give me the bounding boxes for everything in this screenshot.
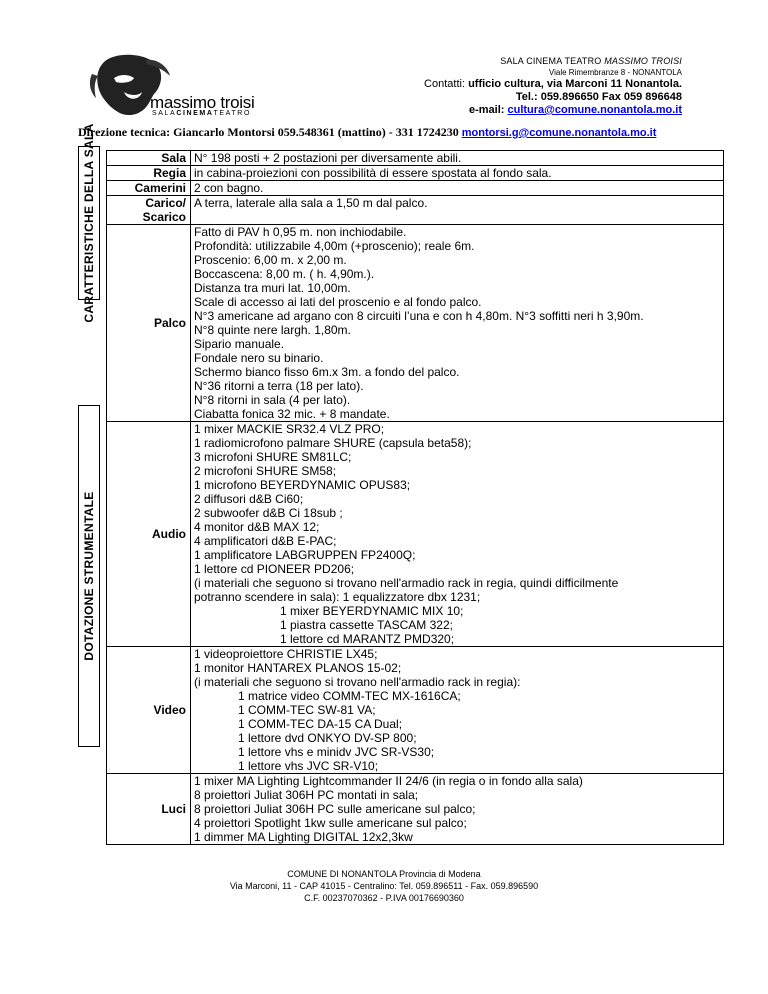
list-item: 1 radiomicrofono palmare SHURE (capsula beta58); xyxy=(194,436,472,450)
list-item: 4 proiettori Spotlight 1kw sulle americane sul palco; xyxy=(194,816,467,830)
section-caratteristiche-label: CARATTERISTICHE DELLA SALA xyxy=(82,123,96,323)
row-label-luci: Luci xyxy=(107,774,191,845)
audio-list xyxy=(194,422,721,604)
row-label-sala: Sala xyxy=(107,151,191,166)
list-item: N°36 ritorni a terra (18 per lato). xyxy=(194,379,364,393)
list-item: 1 microfono BEYERDYNAMIC OPUS83; xyxy=(194,478,411,492)
logo-subtitle xyxy=(152,110,251,117)
list-item: 4 monitor d&B MAX 12; xyxy=(194,520,320,534)
list-item: 1 mixer MA Lighting Lightcommander II 24/6 (in regia o in fondo alla sala) xyxy=(194,774,583,788)
list-item: Boccascena: 8,00 m. ( h. 4,90m.). xyxy=(194,267,375,281)
table-row xyxy=(107,774,724,845)
row-label-video: Video xyxy=(107,647,191,774)
email-label: e-mail: xyxy=(468,104,508,116)
list-item: 2 subwoofer d&B Ci 18sub ; xyxy=(194,506,343,520)
contatti-line xyxy=(424,78,682,90)
row-value-audio xyxy=(191,422,724,647)
contatti-value: ufficio cultura, via Marconi 11 Nonantola. xyxy=(468,78,682,90)
list-item: 1 lettore vhs e minidv JVC SR-VS30; xyxy=(238,745,435,759)
list-item: Fatto di PAV h 0,95 m. non inchiodabile. xyxy=(194,225,407,239)
section-dotazione xyxy=(78,405,100,747)
list-item: Profondità: utilizzabile 4,00m (+proscenio); reale 6m. xyxy=(194,239,475,253)
logo-sub-cinema: CINEMA xyxy=(176,110,214,117)
list-item: 3 microfoni SHURE SM81LC; xyxy=(194,450,352,464)
list-item: 1 dimmer MA Lighting DIGITAL 12x2,3kw xyxy=(194,830,413,844)
footer-line-1: COMUNE DI NONANTOLA Provincia di Modena xyxy=(287,869,481,879)
list-item: 1 monitor HANTAREX PLANOS 15-02; xyxy=(194,661,402,675)
direzione-tecnica xyxy=(78,125,718,140)
email-line xyxy=(424,104,682,116)
direzione-text: Direzione tecnica: Giancarlo Montorsi 059.548361 (mattino) - 331 1724230 xyxy=(78,125,462,139)
massimo-troisi-logo xyxy=(84,52,264,132)
list-item: Proscenio: 6,00 m. x 2,00 m. xyxy=(194,253,347,267)
list-item: N°8 quinte nere largh. 1,80m. xyxy=(194,323,351,337)
header-contacts xyxy=(424,56,682,116)
row-label-carico-2: Scarico xyxy=(142,210,186,224)
table-row xyxy=(107,422,724,647)
list-item: 1 mixer MACKIE SR32.4 VLZ PRO; xyxy=(194,422,385,436)
list-item: potranno scendere in sala): 1 equalizzatore dbx 1231; xyxy=(194,590,481,604)
list-item: Schermo bianco fisso 6m.x 3m. a fondo del palco. xyxy=(194,365,460,379)
list-item: 8 proiettori Juliat 306H PC sulle americane sul palco; xyxy=(194,802,476,816)
list-item: Distanza tra muri lat. 10,00m. xyxy=(194,281,351,295)
list-item: 1 videoproiettore CHRISTIE LX45; xyxy=(194,647,378,661)
venue-name-italic: MASSIMO TROISI xyxy=(604,56,682,66)
row-label-palco: Palco xyxy=(107,225,191,422)
row-label-carico xyxy=(107,196,191,225)
list-item: 1 COMM-TEC DA-15 CA Dual; xyxy=(238,717,403,731)
list-item: 1 mixer BEYERDYNAMIC MIX 10; xyxy=(280,604,464,618)
list-item: 1 lettore vhs JVC SR-V10; xyxy=(238,759,379,773)
list-item: (i materiali che seguono si trovano nell'armadio rack in regia): xyxy=(194,675,521,689)
list-item: Fondale nero su binario. xyxy=(194,351,324,365)
list-item: 1 COMM-TEC SW-81 VA; xyxy=(238,703,376,717)
row-label-regia: Regia xyxy=(107,166,191,181)
venue-name-prefix: SALA CINEMA TEATRO xyxy=(500,56,605,66)
list-item: N°3 americane ad argano con 8 circuiti l’una e con h 4,80m. N°3 soffitti neri h 3,90m. xyxy=(194,309,644,323)
venue-address: Viale Rimembranze 8 - NONANTOLA xyxy=(548,68,682,77)
email-link[interactable]: cultura@comune.nonantola.mo.it xyxy=(507,104,682,116)
list-item: 1 matrice video COMM-TEC MX-1616CA; xyxy=(238,689,461,703)
list-item: 2 microfoni SHURE SM58; xyxy=(194,464,337,478)
row-value-regia: in cabina-proiezioni con possibilità di essere spostata al fondo sala. xyxy=(191,166,724,181)
tel-line xyxy=(424,91,682,103)
table-row xyxy=(107,181,724,196)
row-label-audio: Audio xyxy=(107,422,191,647)
direzione-email-link[interactable]: montorsi.g@comune.nonantola.mo.it xyxy=(461,127,657,139)
logo-name: massimo troisi xyxy=(150,93,255,112)
table-row xyxy=(107,196,724,225)
list-item: (i materiali che seguono si trovano nell'armadio rack in regia, quindi difficilmente xyxy=(194,576,619,590)
video-rack-list xyxy=(194,689,721,773)
list-item: N°8 ritorni in sala (4 per lato). xyxy=(194,393,351,407)
row-value-video xyxy=(191,647,724,774)
specs-table xyxy=(106,150,724,845)
table-row xyxy=(107,166,724,181)
section-dotazione-label: DOTAZIONE STRUMENTALE xyxy=(82,491,96,661)
list-item: 4 amplificatori d&B E-PAC; xyxy=(194,534,337,548)
list-item: 1 lettore cd MARANTZ PMD320; xyxy=(280,632,455,646)
row-value-luci xyxy=(191,774,724,845)
footer-line-2: Via Marconi, 11 - CAP 41015 - Centralino: Tel. 059.896511 - Fax. 059.896590 xyxy=(229,881,539,891)
row-value-carico: A terra, laterale alla sala a 1,50 m dal palco. xyxy=(191,196,724,225)
list-item: Sipario manuale. xyxy=(194,337,285,351)
video-list xyxy=(194,647,721,689)
row-label-carico-1: Carico/ xyxy=(145,196,186,210)
row-value-camerini: 2 con bagno. xyxy=(191,181,724,196)
row-label-camerini: Camerini xyxy=(107,181,191,196)
logo-sub-teatro: TEATRO xyxy=(213,110,252,117)
tel-value: Tel.: 059.896650 Fax 059 896648 xyxy=(515,91,682,103)
list-item: 1 lettore cd PIONEER PD206; xyxy=(194,562,355,576)
row-value-sala: N° 198 posti + 2 postazioni per diversamente abili. xyxy=(191,151,724,166)
list-item: 1 lettore dvd ONKYO DV-SP 800; xyxy=(238,731,417,745)
list-item: 1 amplificatore LABGRUPPEN FP2400Q; xyxy=(194,548,416,562)
table-row xyxy=(107,225,724,422)
table-row xyxy=(107,647,724,774)
footer xyxy=(0,868,768,904)
list-item: 1 piastra cassette TASCAM 322; xyxy=(280,618,453,632)
table-row xyxy=(107,151,724,166)
audio-rack-list xyxy=(194,604,721,646)
venue-name xyxy=(424,56,682,66)
section-caratteristiche xyxy=(78,123,100,323)
footer-line-3: C.F. 00237070362 - P.IVA 00176690360 xyxy=(304,893,464,903)
row-value-palco xyxy=(191,225,724,422)
logo-sub-sala: SALA xyxy=(152,110,177,117)
list-item: 2 diffusori d&B Ci60; xyxy=(194,492,304,506)
list-item: Scale di accesso ai lati del proscenio e al fondo palco. xyxy=(194,295,482,309)
list-item: 8 proiettori Juliat 306H PC montati in sala; xyxy=(194,788,419,802)
list-item: Ciabatta fonica 32 mic. + 8 mandate. xyxy=(194,407,390,421)
contatti-label: Contatti: xyxy=(424,78,469,90)
